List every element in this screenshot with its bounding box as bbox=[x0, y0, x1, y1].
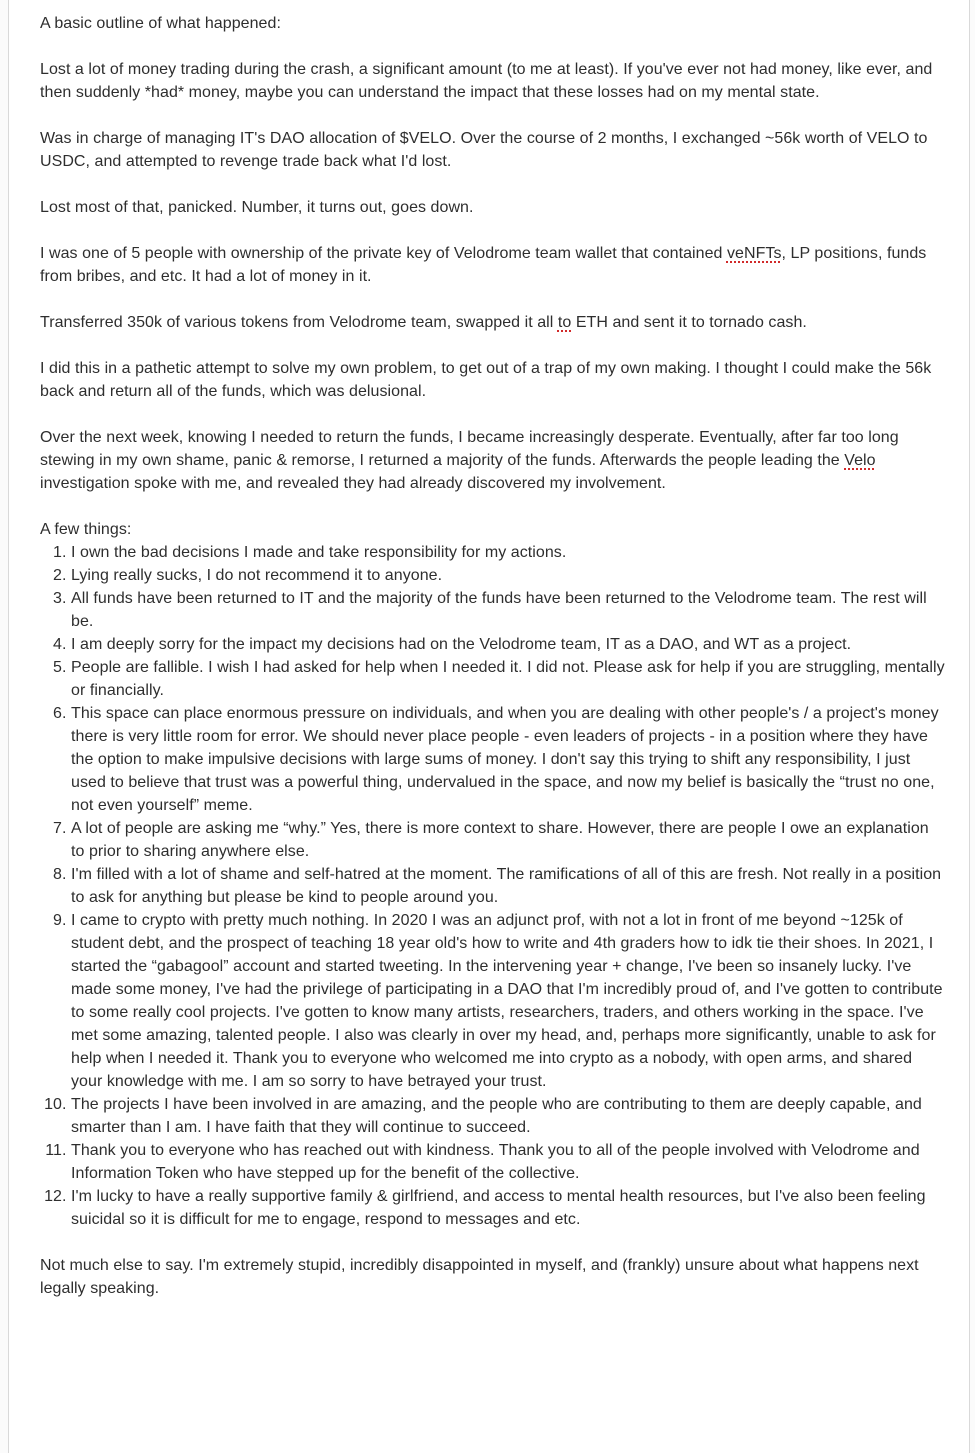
list-item: 7. A lot of people are asking me “why.” Yes, there is more context to share. However, there are people I owe an explanation to prior to sharing anywhere else. bbox=[71, 817, 945, 863]
spellcheck-flagged-word[interactable]: veNFTs bbox=[726, 245, 782, 262]
list-item: 5. People are fallible. I wish I had asked for help when I needed it. I did not. Please ask for help if you are struggling, mentally or financially. bbox=[71, 656, 945, 702]
intro-line: A basic outline of what happened: bbox=[40, 15, 281, 32]
text-segment: I was one of 5 people with ownership of the private key of Velodrome team wallet that contained bbox=[40, 245, 727, 262]
list-item: 6. This space can place enormous pressure on individuals, and when you are dealing with other people's / a project's money there is very little room for error. We should never place people - even leaders of projects - in a position where they have the option to make impulsive decisions with large sums of money. I don't say this trying to shift any responsibility, I just used to believe that trust was a powerful thing, undervalued in the space, and now my belief is basically the “trust no one, not even yourself” meme. bbox=[71, 702, 945, 817]
list-item: 11. Thank you to everyone who has reached out with kindness. Thank you to all of the people involved with Velodrome and Information Token who have stepped up for the benefit of the collective. bbox=[71, 1139, 945, 1185]
list-item: 9. I came to crypto with pretty much nothing. In 2020 I was an adjunct prof, with not a lot in front of me beyond ~125k of student debt, and the prospect of teaching 18 year old's how to write and 4th graders how to idk tie their shoes. In 2021, I started the “gabagool” account and started tweeting. In the intervening year + change, I've been so insanely lucky. I've made some money, I've had the privilege of participating in a DAO that I'm incredibly proud of, and I've gotten to contribute to some really cool projects. I've gotten to know many artists, researchers, traders, and others working in the space. I've met some amazing, talented people. I also was clearly in over my head, and, perhaps more significantly, unable to ask for help when I needed it. Thank you to everyone who welcomed me into crypto as a nobody, with open arms, and shared your knowledge with me. I am so sorry to have betrayed your trust. bbox=[71, 909, 945, 1093]
paragraph-transfer bbox=[40, 311, 945, 334]
paragraph-losses: Lost a lot of money trading during the crash, a significant amount (to me at least). If you've ever not had money, like ever, and then suddenly *had* money, maybe you can understand the impact that these losses had on my mental state. bbox=[40, 61, 933, 101]
document-page bbox=[8, 0, 970, 1453]
document-body[interactable] bbox=[40, 12, 945, 1323]
paragraph-velo-allocation: Was in charge of managing IT's DAO allocation of $VELO. Over the course of 2 months, I exchanged ~56k worth of VELO to USDC, and attempted to revenge trade back what I'd lost. bbox=[40, 130, 928, 170]
text-segment: Over the next week, knowing I needed to return the funds, I became increasingly desperate. Eventually, after far too long stewing in my own shame, panic & remorse, I returned a majority of the funds. Afterwards the people leading the bbox=[40, 429, 899, 469]
paragraph-panicked: Lost most of that, panicked. Number, it turns out, goes down. bbox=[40, 199, 474, 216]
list-item: 12. I'm lucky to have a really supportive family & girlfriend, and access to mental health resources, but I've also been feeling suicidal so it is difficult for me to engage, respond to messages and etc. bbox=[71, 1185, 945, 1231]
list-heading: A few things: bbox=[40, 521, 132, 538]
list-item: 4. I am deeply sorry for the impact my decisions had on the Velodrome team, IT as a DAO, and WT as a project. bbox=[71, 633, 945, 656]
numbered-list bbox=[40, 541, 945, 1231]
spellcheck-flagged-word[interactable]: Velo bbox=[844, 452, 876, 469]
spellcheck-flagged-word[interactable]: to bbox=[557, 314, 572, 331]
paragraph-closing: Not much else to say. I'm extremely stupid, incredibly disappointed in myself, and (frankly) unsure about what happens next legally speaking. bbox=[40, 1257, 919, 1297]
paragraph-private-key bbox=[40, 242, 945, 288]
list-item: 10. The projects I have been involved in are amazing, and the people who are contributing to them are deeply capable, and smarter than I am. I have faith that they will continue to succeed. bbox=[71, 1093, 945, 1139]
text-segment: Transferred 350k of various tokens from Velodrome team, swapped it all bbox=[40, 314, 558, 331]
list-item: 1. I own the bad decisions I made and take responsibility for my actions. bbox=[71, 541, 945, 564]
text-segment: , LP positions, funds from bribes, and etc. It had a lot of money in it. bbox=[40, 245, 927, 285]
text-segment: ETH and sent it to tornado cash. bbox=[571, 314, 807, 331]
paragraph-next-week bbox=[40, 426, 945, 495]
paragraph-pathetic-attempt: I did this in a pathetic attempt to solve my own problem, to get out of a trap of my own making. I thought I could make the 56k back and return all of the funds, which was delusional. bbox=[40, 360, 932, 400]
list-item: 2. Lying really sucks, I do not recommend it to anyone. bbox=[71, 564, 945, 587]
list-item: 8. I'm filled with a lot of shame and self-hatred at the moment. The ramifications of all of this are fresh. Not really in a position to ask for anything but please be kind to people around you. bbox=[71, 863, 945, 909]
list-item: 3. All funds have been returned to IT and the majority of the funds have been returned to the Velodrome team. The rest will be. bbox=[71, 587, 945, 633]
text-segment: investigation spoke with me, and revealed they had already discovered my involvement. bbox=[40, 475, 666, 492]
